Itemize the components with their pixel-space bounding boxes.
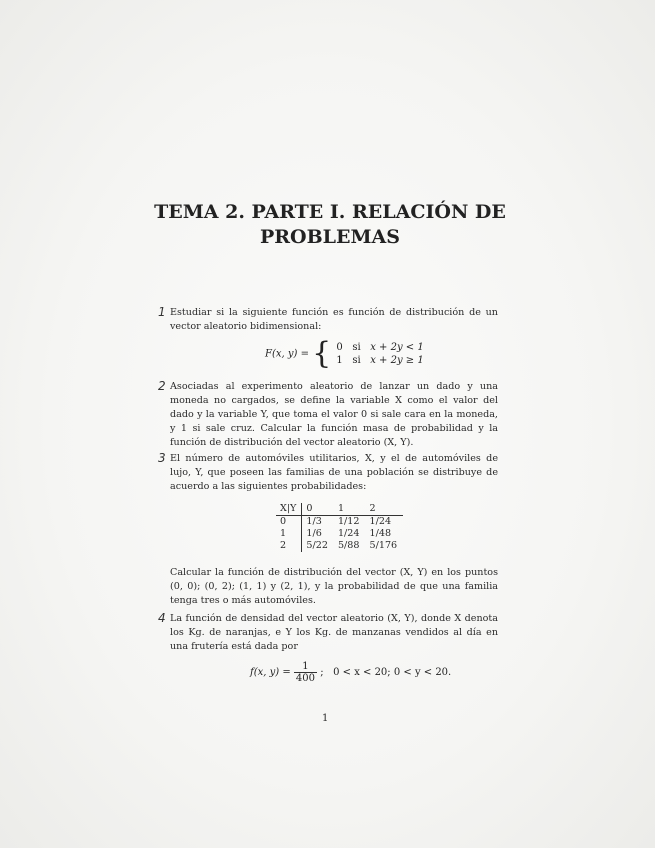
problem-text: Estudiar si la siguiente función es función de distribución de un vector aleatorio bidimensional: xyxy=(170,307,498,332)
probability-table xyxy=(276,503,403,552)
case-2-value: 1 xyxy=(336,355,343,366)
density-formula xyxy=(250,661,451,684)
table-row xyxy=(276,516,403,529)
page-number: 1 xyxy=(322,713,329,724)
problem-4 xyxy=(158,611,498,654)
title-line-1: TEMA 2. PARTE I. RELACIÓN DE xyxy=(154,201,506,223)
probability-table-wrap xyxy=(276,503,403,552)
table-cell: 2 xyxy=(276,540,302,552)
case-1-value: 0 xyxy=(336,342,343,353)
problem-text: Calcular la función de distribución del vector (X, Y) en los puntos (0, 0); (0, 2); (1, 1) y (2, 1), y la probabilidad de que una familia tenga tres o más automóviles. xyxy=(170,567,498,606)
fraction-numerator: 1 xyxy=(294,661,317,673)
table-cell: 1/6 xyxy=(306,528,322,539)
table-header-row xyxy=(276,503,403,516)
problem-2 xyxy=(158,379,498,450)
formula-cases xyxy=(336,341,423,367)
formula-lhs: F(x, y) = xyxy=(265,348,309,360)
brace-symbol: { xyxy=(312,336,332,371)
formula-rhs: ; 0 < x < 20; 0 < y < 20. xyxy=(320,667,452,678)
table-row xyxy=(276,540,403,552)
table-cell: 1 xyxy=(276,528,302,540)
table-header-cell: X|Y xyxy=(276,503,302,516)
table-header-cell: 1 xyxy=(334,503,366,516)
fraction-denominator: 400 xyxy=(295,673,315,684)
page-title xyxy=(150,200,510,250)
case-2-word: si xyxy=(352,355,361,366)
problem-1 xyxy=(158,305,498,334)
problem-3-continuation xyxy=(170,566,498,608)
table-cell: 1/3 xyxy=(306,516,322,527)
problem-number: 2 xyxy=(158,379,166,393)
table-cell: 1/12 xyxy=(337,516,360,527)
case-1-condition: x + 2y < 1 xyxy=(370,342,424,353)
problem-number: 1 xyxy=(158,305,166,319)
problem-text: Asociadas al experimento aleatorio de lanzar un dado y una moneda no cargados, se define la variable X como el valor del dado y la variable Y, que toma el valor 0 si sale cara en la moneda, y 1 si sale cruz. Calcular la función masa de probabilidad y la función de distribución del vector aleatorio (X, Y). xyxy=(170,381,498,448)
problem-3 xyxy=(158,451,498,494)
table-cell: 0 xyxy=(276,516,302,529)
problem-number: 3 xyxy=(158,451,166,465)
table-cell: 5/176 xyxy=(369,540,398,551)
problem-text: La función de densidad del vector aleatorio (X, Y), donde X denota los Kg. de naranjas, e Y los Kg. de manzanas vendidos al día en una frutería está dada por xyxy=(170,613,498,652)
distribution-formula xyxy=(265,336,424,371)
formula-lhs: f(x, y) = xyxy=(250,667,291,678)
table-cell: 1/48 xyxy=(369,528,392,539)
table-cell: 5/88 xyxy=(337,540,360,551)
table-row xyxy=(276,528,403,540)
table-header-cell: 2 xyxy=(366,503,404,516)
table-cell: 1/24 xyxy=(337,528,360,539)
problem-text: El número de automóviles utilitarios, X, y el de automóviles de lujo, Y, que poseen las familias de una población se distribuye de acuerdo a las siguientes probabilidades: xyxy=(170,453,498,492)
fraction xyxy=(294,661,317,684)
title-line-2: PROBLEMAS xyxy=(259,226,401,248)
case-1-word: si xyxy=(352,342,361,353)
table-header-cell: 0 xyxy=(302,503,334,516)
problem-number: 4 xyxy=(158,611,166,625)
table-cell: 1/24 xyxy=(369,516,392,527)
case-2-condition: x + 2y ≥ 1 xyxy=(370,355,424,366)
table-cell: 5/22 xyxy=(306,540,328,551)
